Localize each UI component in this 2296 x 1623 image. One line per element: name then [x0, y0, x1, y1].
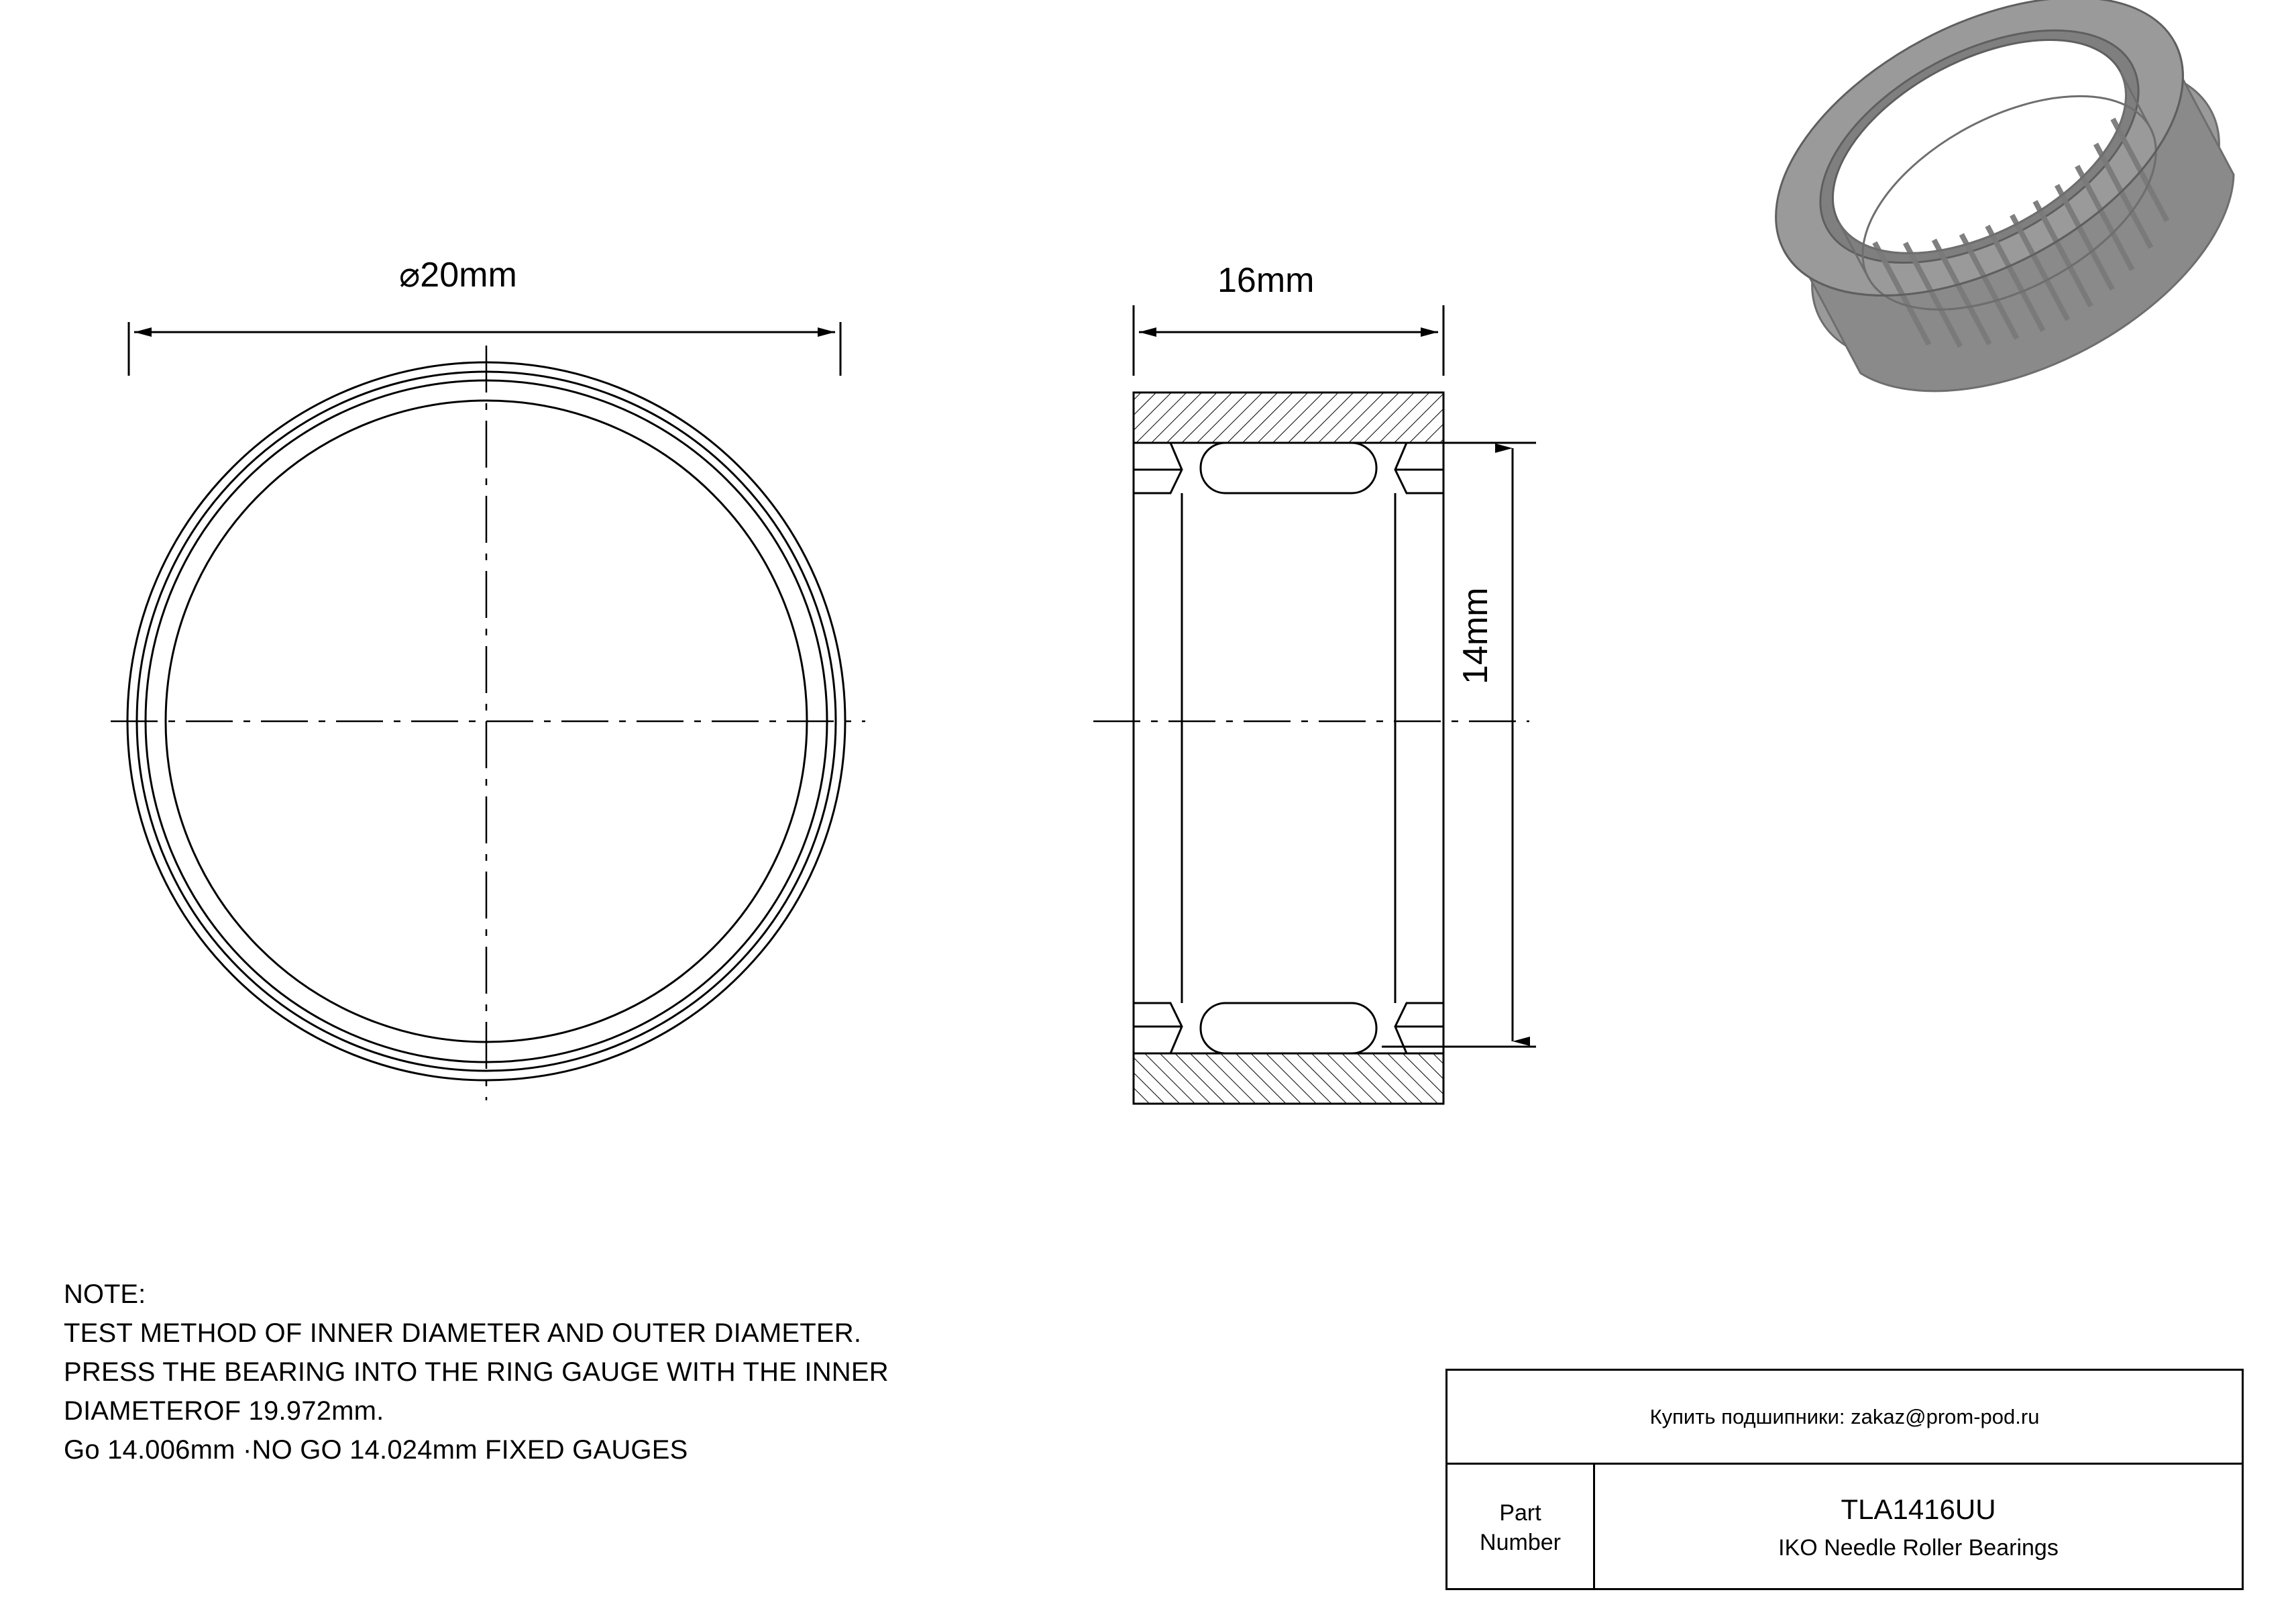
part-number-value: TLA1416UU	[1841, 1494, 1996, 1525]
title-block-part-row	[1447, 1465, 2242, 1590]
dimension-outer-diameter-label: ⌀20mm	[399, 256, 517, 295]
note-heading: NOTE:	[64, 1279, 146, 1309]
part-number-values	[1595, 1465, 2242, 1590]
title-block-contact-row	[1447, 1371, 2242, 1465]
isometric-bearing-illustration	[1727, 0, 2273, 448]
title-block	[1445, 1369, 2244, 1590]
dimension-outer-diameter	[129, 322, 840, 376]
note-line: PRESS THE BEARING INTO THE RING GAUGE WITH THE INNER	[64, 1357, 889, 1387]
dimension-width	[1134, 305, 1443, 376]
part-description: IKO Needle Roller Bearings	[1778, 1535, 2059, 1561]
note-line: TEST METHOD OF INNER DIAMETER AND OUTER DIAMETER.	[64, 1318, 862, 1348]
dimension-inner-diameter-label: 14mm	[1456, 587, 1495, 684]
dimension-width-label: 16mm	[1217, 261, 1315, 300]
note-line: Go 14.006mm ·NO GO 14.024mm FIXED GAUGES	[64, 1435, 688, 1465]
part-number-label-line1: Part	[1499, 1500, 1541, 1526]
front-view-centerlines	[111, 346, 865, 1100]
part-number-label	[1447, 1465, 1595, 1590]
contact-text: Купить подшипники: zakaz@prom-pod.ru	[1649, 1404, 2040, 1428]
note-block	[64, 1275, 1405, 1469]
section-view	[1093, 392, 1529, 1104]
note-line: DIAMETEROF 19.972mm.	[64, 1396, 384, 1426]
part-number-label-line2: Number	[1480, 1529, 1561, 1555]
dimension-inner-diameter	[1382, 443, 1536, 1047]
